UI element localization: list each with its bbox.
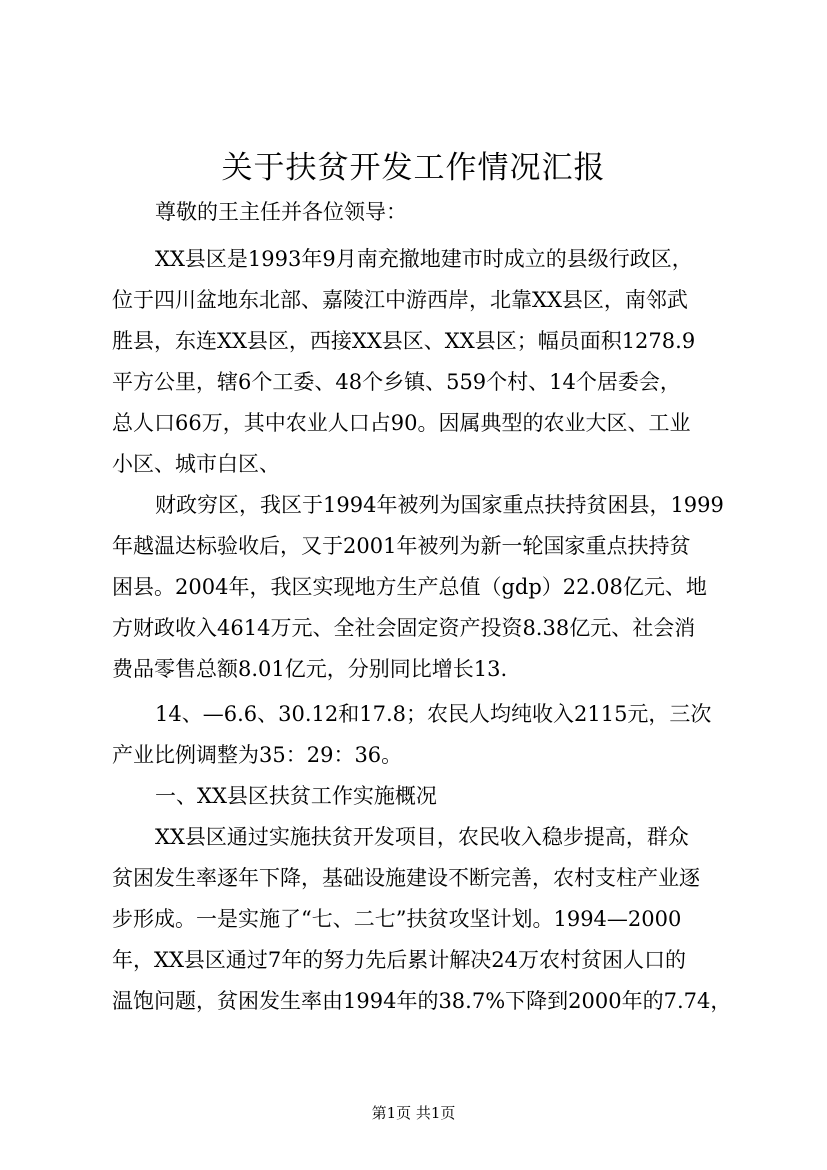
- body-line: 14、—6.6、30.12和17.8；农民人均纯收入2115元，三次: [155, 702, 712, 726]
- section-heading: 一、XX县区扶贫工作实施概况: [155, 784, 437, 808]
- body-line: 步形成。一是实施了“七、二七”扶贫攻坚计划。1994—2000: [112, 907, 682, 931]
- body-line: 财政穷区，我区于1994年被列为国家重点扶持贫困县，1999: [155, 493, 724, 517]
- body-line: 方财政收入4614万元、全社会固定资产投资8.38亿元、社会消: [112, 616, 696, 640]
- body-line: XX县区是1993年9月南充撤地建市时成立的县级行政区，: [155, 247, 693, 271]
- page-footer: 第1页 共1页: [371, 1104, 456, 1122]
- body-line: 费品零售总额8.01亿元，分别同比增长13.: [112, 657, 508, 681]
- body-line: 总人口66万，其中农业人口占90。因属典型的农业大区、工业: [112, 411, 691, 435]
- body-line: 贫困发生率逐年下降，基础设施建设不断完善，农村支柱产业逐: [112, 866, 700, 890]
- salutation-line: 尊敬的王主任并各位领导：: [155, 200, 407, 224]
- body-line: 年，XX县区通过7年的努力先后累计解决24万农村贫困人口的: [112, 948, 686, 972]
- body-line: 年越温达标验收后，又于2001年被列为新一轮国家重点扶持贫: [112, 534, 691, 558]
- body-line: 温饱问题，贫困发生率由1994年的38.7%下降到2000年的7.74，: [112, 989, 732, 1013]
- body-line: 小区、城市白区、: [112, 452, 280, 476]
- body-line: 困县。2004年，我区实现地方生产总值（gdp）22.08亿元、地: [112, 575, 707, 599]
- body-line: XX县区通过实施扶贫开发项目，农民收入稳步提高，群众: [155, 825, 689, 849]
- body-line: 胜县，东连XX县区，西接XX县区、XX县区；幅员面积1278.9: [112, 329, 696, 353]
- body-line: 平方公里，辖6个工委、48个乡镇、559个村、14个居委会，: [112, 370, 681, 394]
- document-title: 关于扶贫开发工作情况汇报: [221, 150, 606, 186]
- body-line: 位于四川盆地东北部、嘉陵江中游西岸，北靠XX县区，南邻武: [112, 288, 688, 312]
- body-line: 产业比例调整为35：29：36。: [112, 743, 403, 767]
